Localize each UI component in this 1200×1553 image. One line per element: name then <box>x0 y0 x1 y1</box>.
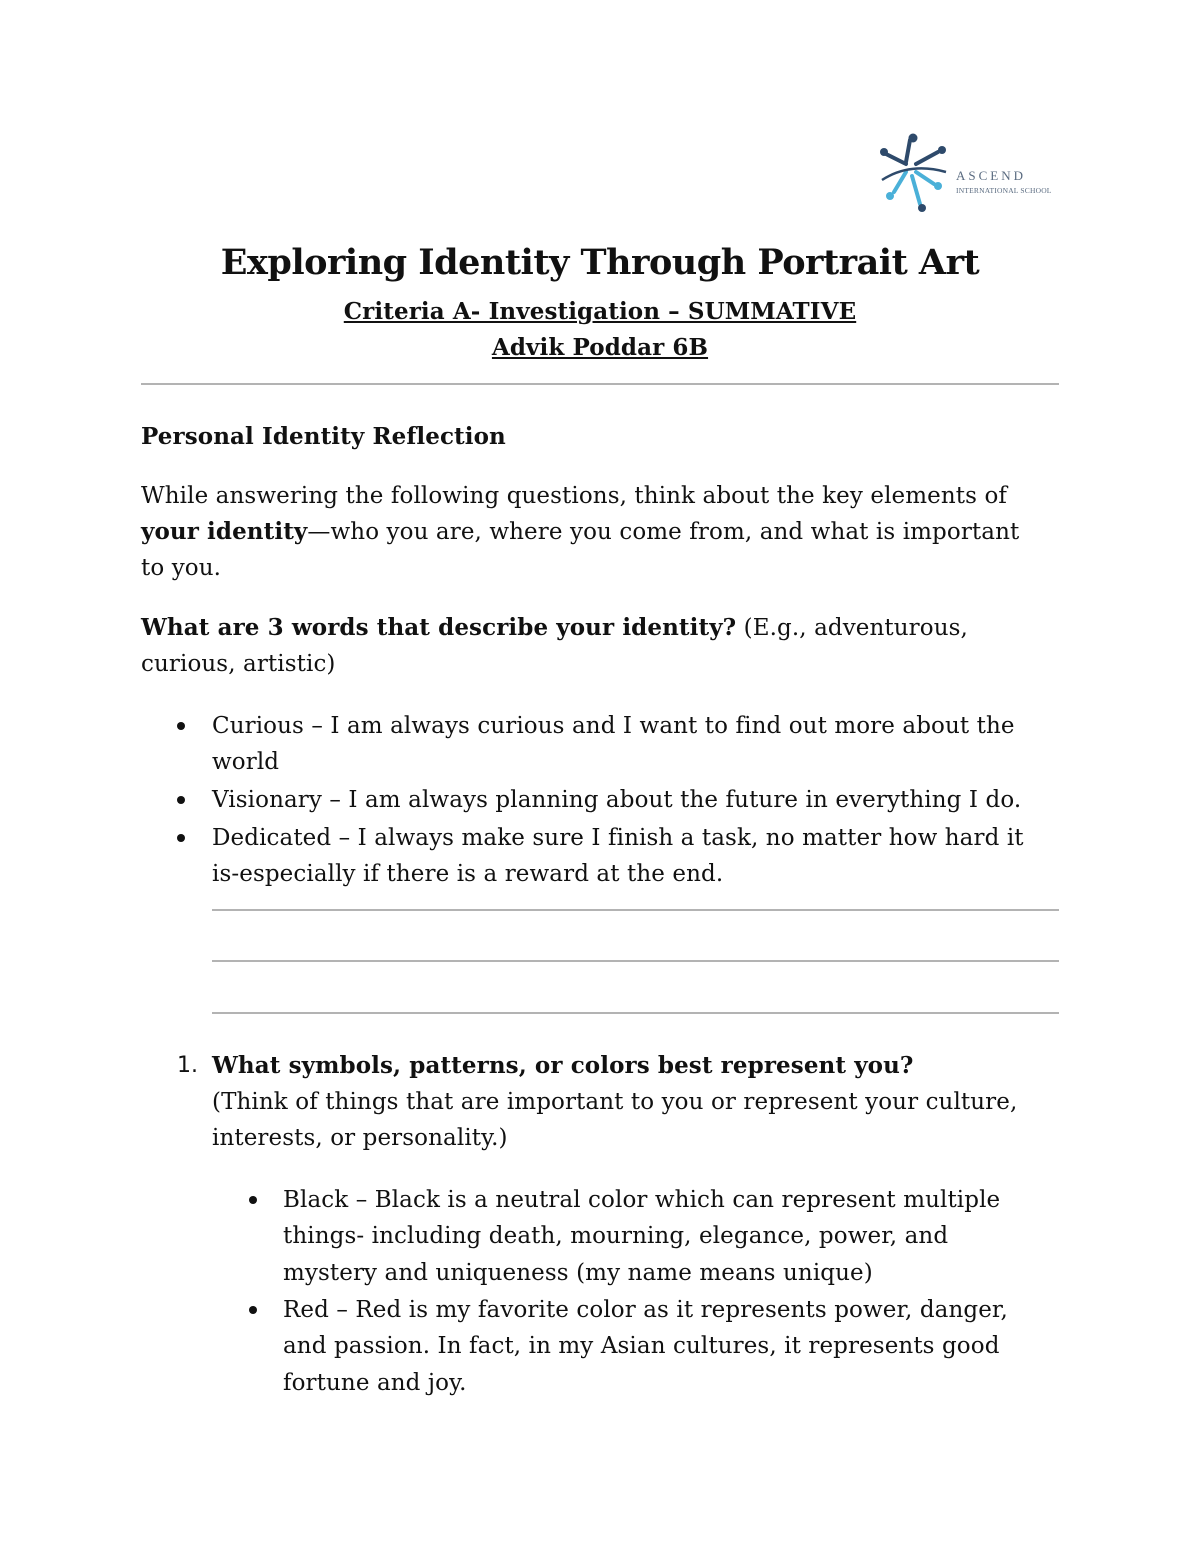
question-words-example: (E.g., adventurous, <box>736 615 968 641</box>
bullet-icon <box>177 796 185 804</box>
answer-color-2-line-1: Red – Red is my favorite color as it represents power, danger, <box>283 1297 1008 1323</box>
intro-line-3: to you. <box>141 555 222 581</box>
intro-continuation: —who you are, where you come from, and what is important <box>307 519 1020 545</box>
answer-color-1-line-2: things- including death, mourning, elegance, power, and <box>283 1223 949 1249</box>
question-words-line-1 <box>141 610 968 646</box>
section-heading: Personal Identity Reflection <box>141 423 506 450</box>
answer-blank-line <box>212 960 1059 962</box>
ascend-logo-icon <box>876 132 952 214</box>
logo-name: ASCEND <box>956 168 1027 183</box>
bullet-icon <box>177 722 185 730</box>
question-1-number: 1. <box>177 1053 198 1078</box>
document-title: Exploring Identity Through Portrait Art <box>220 242 980 283</box>
question-1-hint-line-2: interests, or personality.) <box>212 1125 508 1151</box>
bullet-icon <box>177 834 185 842</box>
answer-word-1-line-2: world <box>212 749 280 775</box>
answer-color-1-line-1: Black – Black is a neutral color which can represent multiple <box>283 1187 1001 1213</box>
answer-word-3-line-2: is-especially if there is a reward at the end. <box>212 861 724 887</box>
answer-blank-line <box>212 909 1059 911</box>
answer-blank-line <box>212 1012 1059 1014</box>
question-words-line-2: curious, artistic) <box>141 651 336 677</box>
answer-color-2-line-2: and passion. In fact, in my Asian cultures, it represents good <box>283 1333 1000 1359</box>
bullet-icon <box>249 1306 257 1314</box>
answer-word-2-line-1: Visionary – I am always planning about the future in everything I do. <box>212 787 1022 813</box>
bullet-icon <box>249 1196 257 1204</box>
question-1-hint-line-1: (Think of things that are important to you or represent your culture, <box>212 1089 1018 1115</box>
intro-bold-phrase: your identity <box>141 518 308 545</box>
header-divider <box>141 383 1059 385</box>
question-words-prompt: What are 3 words that describe your identity? <box>141 614 737 641</box>
answer-color-1-line-3: mystery and uniqueness (my name means unique) <box>283 1260 873 1286</box>
answer-color-2-line-3: fortune and joy. <box>283 1370 467 1396</box>
logo-subtitle: INTERNATIONAL SCHOOL <box>956 186 1052 195</box>
student-name: Advik Poddar 6B <box>491 334 709 361</box>
answer-word-1-line-1: Curious – I am always curious and I want to find out more about the <box>212 713 1015 739</box>
school-logo <box>876 132 1066 214</box>
question-1-prompt: What symbols, patterns, or colors best represent you? <box>212 1052 914 1079</box>
intro-line-2 <box>141 514 1019 550</box>
criteria-subtitle: Criteria A- Investigation – SUMMATIVE <box>343 298 857 325</box>
answer-word-3-line-1: Dedicated – I always make sure I finish a task, no matter how hard it <box>212 825 1024 851</box>
intro-line-1: While answering the following questions, think about the key elements of <box>141 483 1008 509</box>
